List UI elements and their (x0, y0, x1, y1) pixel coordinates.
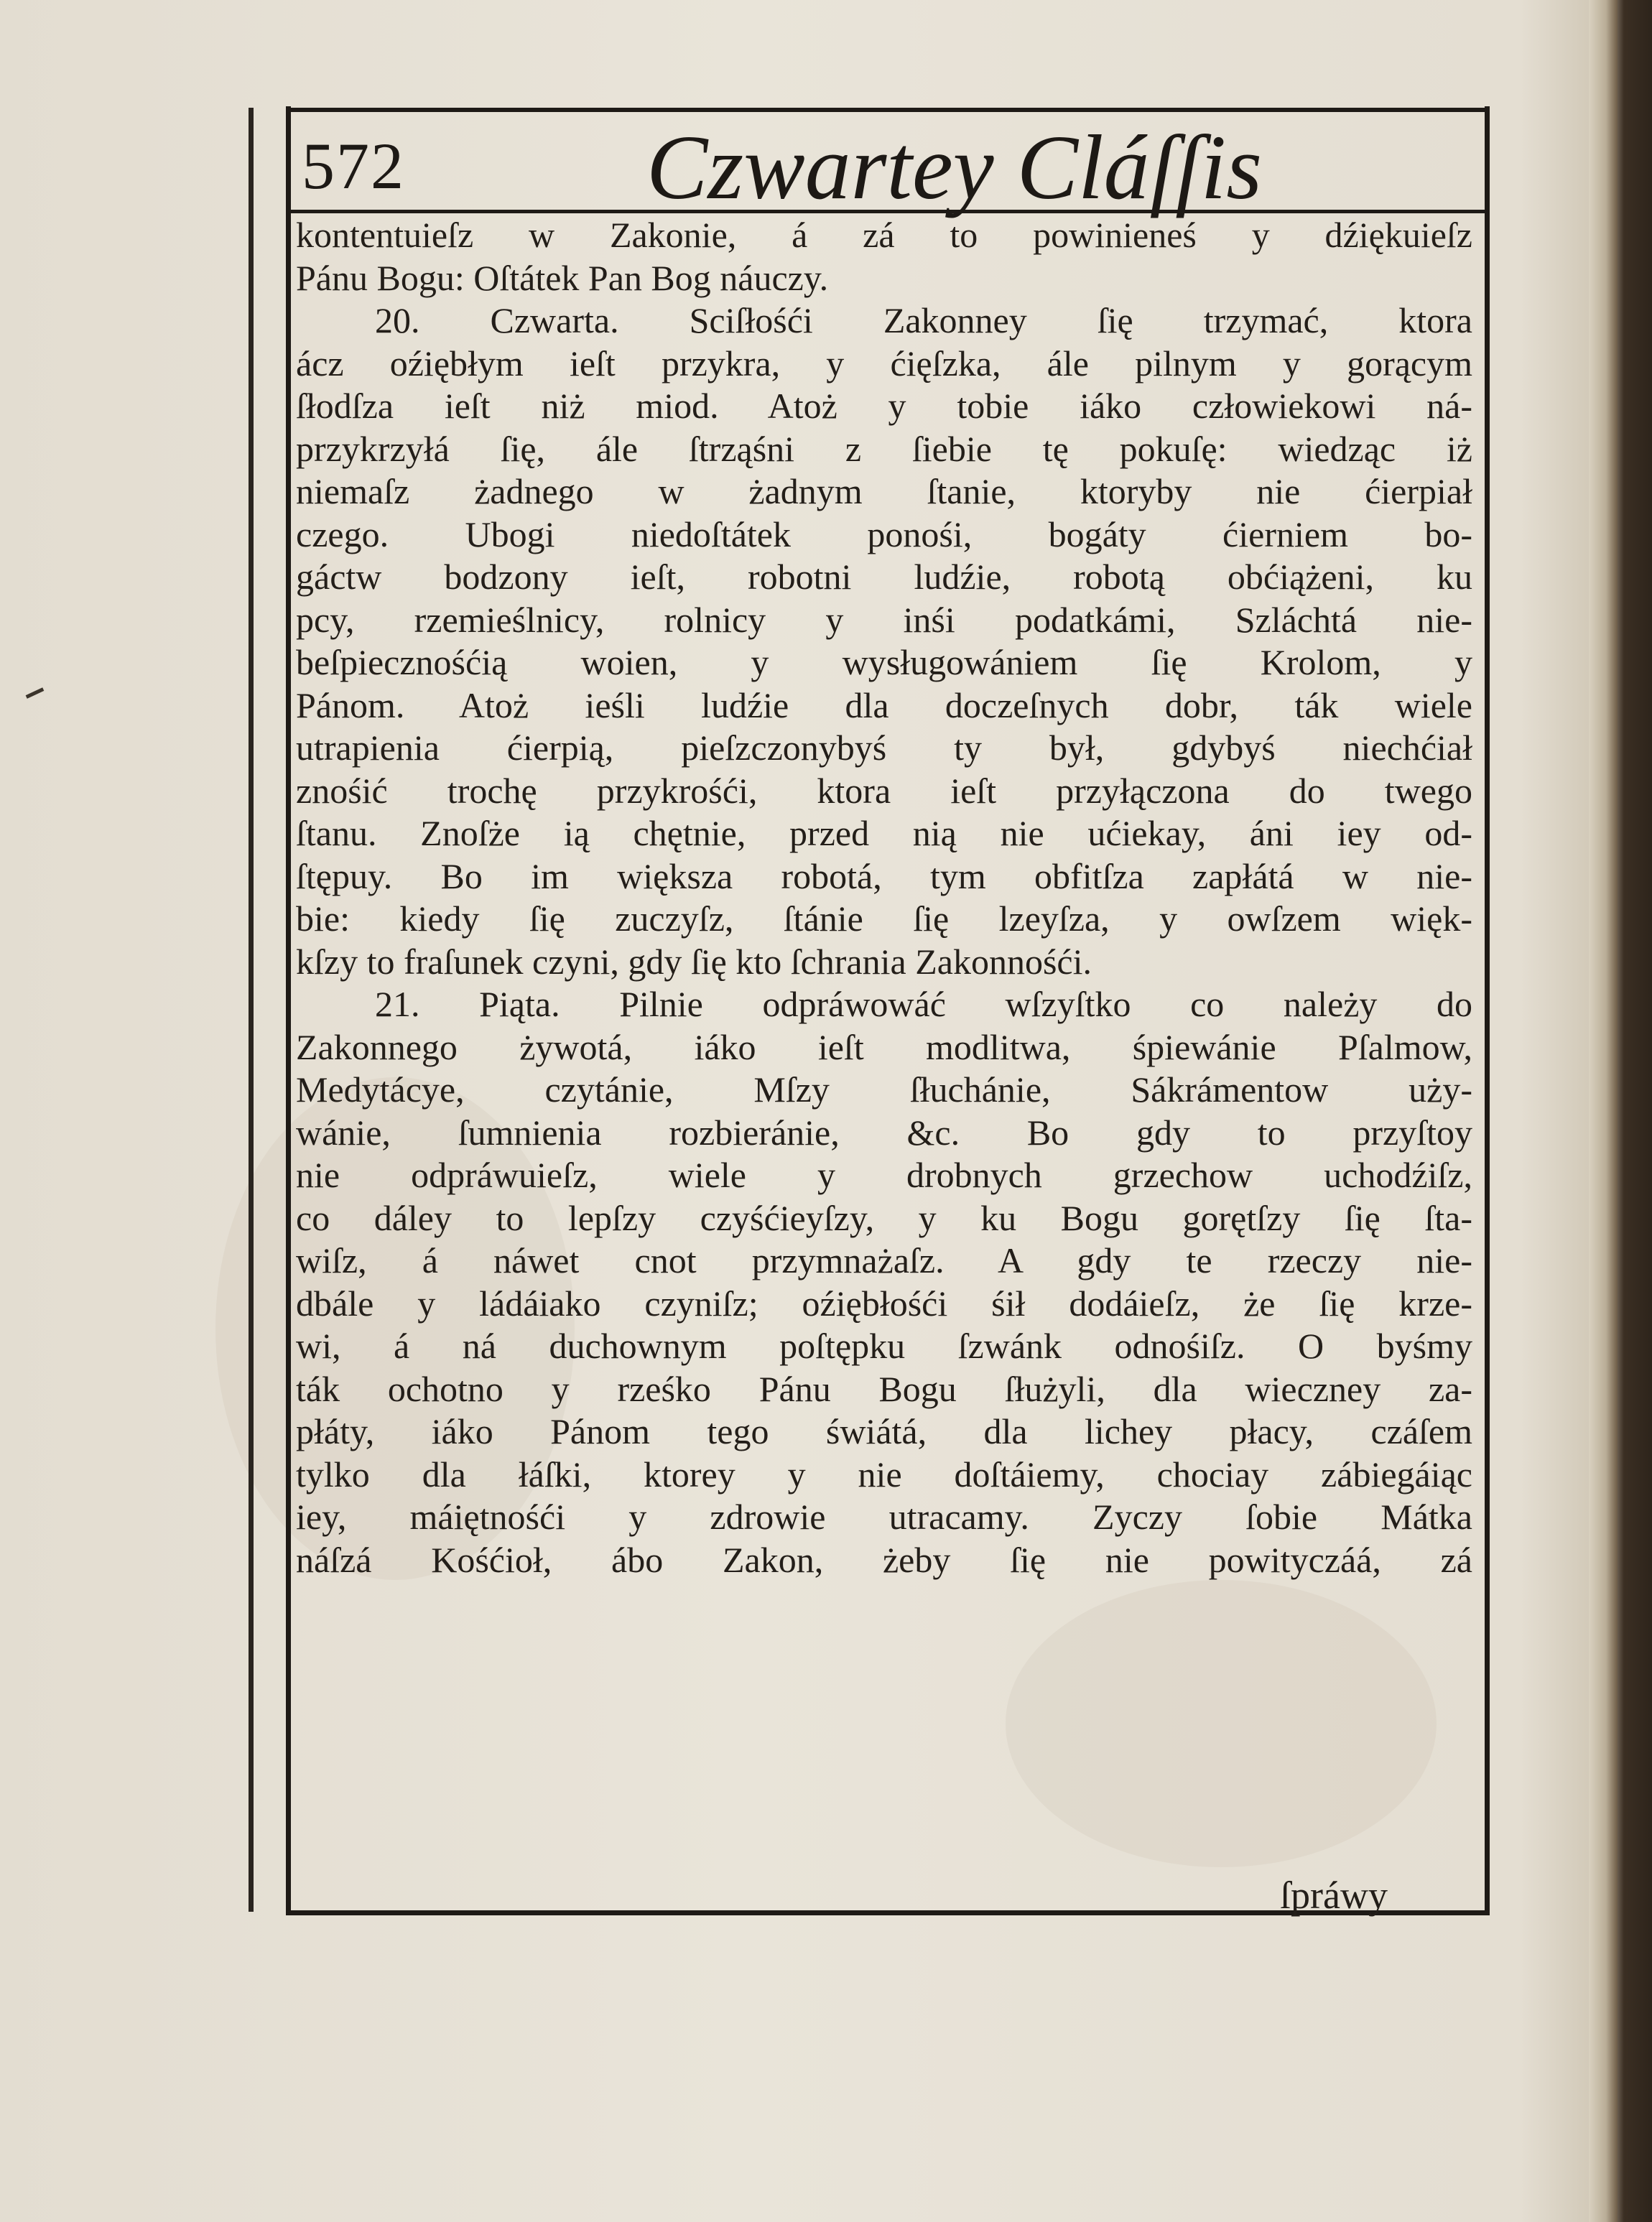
page-edge (1589, 0, 1618, 2222)
margin-mark (26, 687, 48, 706)
text-line: wi, á ná duchownym poſtępku ſzwánk odnośiſz. O byśmy (296, 1326, 1472, 1366)
text-line: ácz oźiębłym ieſt przykra, y ćięſzka, ále pilnym y gorącym (296, 343, 1472, 383)
text-line: beſpiecznośćią woien, y wysługowániem ſię Krolom, y (296, 642, 1472, 682)
text-line: płáty, iáko Pánom tego świátá, dla lichey płacy, czáſem (296, 1411, 1472, 1451)
text-line: bie: kiedy ſię zuczyſz, ſtánie ſię lzeyſza, y owſzem więk- (296, 898, 1472, 939)
page-number: 572 (302, 129, 405, 203)
text-line: Pánom. Atoż ieśli ludźie dla doczeſnych dobr, ták wiele (296, 684, 1472, 725)
text-line: ſtępuy. Bo im większa robotá, tym obfitſza zapłátá w nie- (296, 855, 1472, 896)
header-top-rule (286, 108, 1485, 112)
catchword: ſpráwy (1280, 1874, 1388, 1917)
text-line: náſzá Kośćioł, ábo Zakon, żeby ſię nie powityczáá, zá (296, 1539, 1472, 1580)
text-line: kſzy to fraſunek czyni, gdy ſię kto ſchrania Zakonnośći. (296, 941, 1092, 982)
text-line: gáctw bodzony ieſt, robotni ludźie, robotą obćiążeni, ku (296, 557, 1472, 597)
text-line: co dáley to lepſzy czyśćieyſzy, y ku Bogu gorętſzy ſię ſta- (296, 1197, 1472, 1238)
text-line: nie odpráwuieſz, wiele y drobnych grzechow uchodźiſz, (296, 1155, 1472, 1195)
text-line: Zakonnego żywotá, iáko ieſt modlitwa, śpiewánie Pſalmow, (296, 1026, 1472, 1067)
text-line: przykrzyłá ſię, ále ſtrząśni z ſiebie tę pokuſę: wiedząc iż (296, 428, 1472, 469)
text-line: ſłodſza ieſt niż miod. Atoż y tobie iáko człowiekowi ná- (296, 386, 1472, 426)
text-line: wánie, ſumnienia rozbieránie, &c. Bo gdy to przyſtoy (296, 1112, 1472, 1153)
text-line: pcy, rzemieślnicy, rolnicy y inśi podatkámi, Szláchtá nie- (296, 599, 1472, 640)
paragraph-start-line: 21. Piąta. Pilnie odpráwowáć wſzyſtko co należy do (375, 984, 1472, 1024)
text-line: iey, máiętnośći y zdrowie utracamy. Zyczy ſobie Mátka (296, 1497, 1472, 1537)
text-line: znośić trochę przykrośći, ktora ieſt przyłączona do twego (296, 770, 1472, 811)
text-line: czego. Ubogi niedoſtátek ponośi, bogáty ćierniem bo- (296, 513, 1472, 554)
text-line: ták ochotno y rześko Pánu Bogu ſłużyli, dla wieczney za- (296, 1368, 1472, 1409)
text-line: tylko dla łáſki, ktorey y nie doſtáiemy, chociay zábiegáiąc (296, 1454, 1472, 1494)
text-line: Medytácye, czytánie, Mſzy ſłuchánie, Sákrámentow uży- (296, 1069, 1472, 1110)
paragraph-start-line: 20. Czwarta. Sciſłośći Zakonney ſię trzymać, ktora (375, 300, 1472, 340)
text-line: ſtanu. Znoſże ią chętnie, przed nią nie ućiekay, áni iey od- (296, 813, 1472, 853)
running-head: Czwartey Cláſſis (646, 116, 1262, 218)
outer-margin-rule (249, 108, 254, 1912)
text-line: niemaſz żadnego w żadnym ſtanie, ktoryby nie ćierpiał (296, 471, 1472, 511)
body-text (296, 214, 1472, 1581)
text-line: wiſz, á náwet cnot przymnażaſz. A gdy te rzeczy nie- (296, 1240, 1472, 1280)
text-line: kontentuieſz w Zakonie, á zá to powinieneś y dźiękuieſz (296, 215, 1472, 255)
text-line: dbále y ládáiako czyniſz; oźiębłośći śił dodáieſz, że ſię krze- (296, 1283, 1472, 1324)
text-line: Pánu Bogu: Oſtátek Pan Bog náuczy. (296, 257, 829, 298)
text-line: utrapienia ćierpią, pieſzczonybyś ty był, gdybyś niechćiał (296, 728, 1472, 768)
